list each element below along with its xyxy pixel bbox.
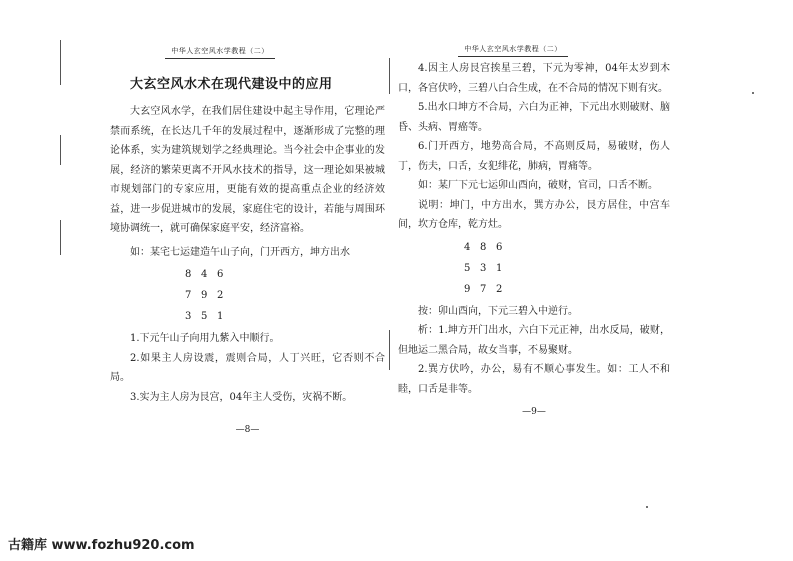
- grid-row: [464, 258, 670, 279]
- explanation-paragraph: 说明：坤门，中方出水，巽方办公，艮方居住，中宫车间，坎方仓库，乾方灶。: [398, 199, 670, 230]
- running-header: 中华人玄空风水学教程（二）: [458, 44, 568, 57]
- scan-binding-mark: [60, 220, 61, 255]
- analysis-paragraph: 2.巽方伏吟，办公，易有不顺心事发生。如：工人不和睦，口舌是非等。: [398, 364, 670, 395]
- grid-cell: 3: [185, 311, 192, 322]
- grid-cell: 5: [464, 262, 471, 274]
- grid-cell: 2: [496, 283, 503, 295]
- example-paragraph: 如：某厂下元七运卯山酉向，破财，官司，口舌不断。: [418, 180, 658, 191]
- list-item: 6.门开西方，地势高合局，不高则反局，易破财，伤人丁，伤夫，口舌，女犯绯花，肺病，胃痛等。: [398, 141, 670, 172]
- list-item: 3.实为主人房为艮宫，04年主人受伤，灾祸不断。: [130, 391, 353, 403]
- intro-paragraph: 大玄空风水学，在我们居住建设中起主导作用，它理论严禁而系统，在长达几千年的发展过程中，逐渐形成了完整的理论体系，实为建筑规划学之经典理论。当今社会中企事业的发展，经济的繁荣更离不开风水技术的指导，这一理论如果被城市规划部门的专家应用，更能有效的提高重点企业的经济效益，进一步促进城市的发展，家庭住宅的设计，若能与周围环境协调统一，就可确保家庭平安，经济富裕。: [110, 106, 385, 234]
- example-paragraph: 如：某宅七运建造午山子向，门开西方，坤方出水: [130, 246, 350, 258]
- list-item: 4.因主人房艮宫挨星三碧，下元为零神，04年太岁到木口，各宫伏吟，三碧八白合生成，在不合局的情况下则有灾。: [398, 63, 670, 94]
- grid-cell: 9: [464, 283, 471, 295]
- scan-binding-mark: [389, 58, 390, 94]
- list-item: 1.下元午山子向用九紫入中顺行。: [130, 333, 280, 344]
- grid-cell: 7: [185, 290, 192, 301]
- list-item: 5.出水口坤方不合局，六白为正神，下元出水则破财、脑昏、头病、胃癌等。: [398, 102, 670, 133]
- grid-row: [185, 264, 385, 285]
- scan-binding-mark: [60, 135, 61, 165]
- site-watermark: 古籍库 www.fozhu920.com: [8, 538, 195, 553]
- grid-cell: 1: [217, 311, 224, 322]
- grid-cell: 4: [464, 241, 471, 253]
- left-page: [110, 40, 385, 520]
- grid-cell: 3: [480, 262, 487, 274]
- running-header: 中华人玄空风水学教程（二）: [165, 46, 275, 59]
- scan-binding-mark: [60, 40, 61, 85]
- grid-row: [185, 306, 385, 327]
- list-item: 2.如果主人房设震，震则合局，人丁兴旺，它否则不合局。: [110, 352, 385, 383]
- scan-speck: [752, 92, 754, 94]
- grid-cell: 6: [217, 269, 224, 280]
- grid-cell: 8: [185, 269, 192, 280]
- star-grid: [185, 264, 385, 327]
- grid-cell: 5: [201, 311, 208, 322]
- grid-cell: 4: [201, 269, 208, 280]
- page-number: —8—: [235, 425, 260, 435]
- grid-cell: 1: [496, 262, 503, 274]
- chapter-title: 大玄空风水术在现代建设中的应用: [130, 77, 333, 92]
- right-page: [398, 40, 670, 520]
- grid-row: [185, 285, 385, 306]
- page-number: —9—: [522, 407, 546, 417]
- note-paragraph: 按：卯山酉向，下元三碧入中逆行。: [418, 305, 578, 317]
- grid-cell: 9: [201, 290, 208, 301]
- grid-cell: 6: [496, 241, 503, 253]
- grid-row: [464, 279, 670, 300]
- grid-cell: 8: [480, 241, 487, 253]
- grid-cell: 7: [480, 283, 487, 295]
- star-grid: [464, 237, 670, 300]
- grid-row: [464, 237, 670, 258]
- grid-cell: 2: [217, 290, 224, 301]
- analysis-paragraph: 析：1.坤方开门出水，六白下元正神，出水反局，破财，但地运二黑合局，故女当事，不易聚财。: [398, 325, 670, 356]
- scan-binding-mark: [389, 330, 390, 370]
